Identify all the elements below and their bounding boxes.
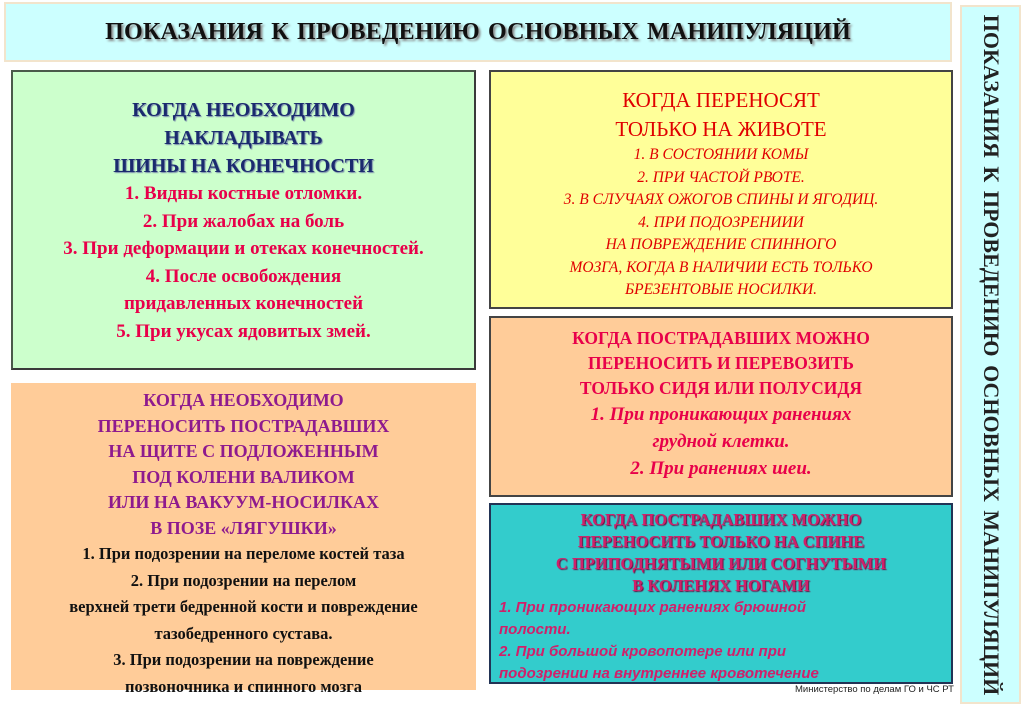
box-heading-line: ПОД КОЛЕНИ ВАЛИКОМ: [132, 466, 355, 487]
list-item: верхней трети бедренной кости и повреждение: [69, 597, 418, 616]
sitting-transport-box: [489, 316, 953, 497]
shield-transport-box: [11, 383, 476, 696]
box-heading-line: НА ЩИТЕ С ПОДЛОЖЕННЫМ: [108, 441, 379, 461]
box-heading-line: В КОЛЕНЯХ НОГАМИ: [632, 576, 810, 595]
list-item: 2. При ранениях шеи.: [630, 458, 812, 479]
list-item: 1. При проникающих ранениях: [590, 404, 852, 425]
list-item: БРЕЗЕНТОВЫЕ НОСИЛКИ.: [624, 281, 818, 298]
box-heading-line: С ПРИПОДНЯТЫМИ ИЛИ СОГНУТЫМИ: [555, 554, 887, 573]
list-item: грудной клетки.: [652, 431, 790, 452]
list-item: 1. При подозрении на переломе костей таза: [82, 544, 405, 563]
list-item: подозрении на внутреннее кровотечение: [499, 665, 819, 682]
box-heading-line: ПЕРЕНОСИТЬ ПОСТРАДАВШИХ: [97, 415, 390, 436]
list-item: 3. В СЛУЧАЯХ ОЖОГОВ СПИНЫ И ЯГОДИЦ.: [563, 191, 879, 208]
box-heading-line: ИЛИ НА ВАКУУМ-НОСИЛКАХ: [107, 492, 380, 512]
list-item: 4. После освобождения: [145, 265, 342, 287]
stomach-transport-box: [489, 70, 953, 309]
list-item: 3. При подозрении на повреждение: [113, 650, 374, 669]
side-title-panel: [960, 5, 1021, 704]
list-item: 5. При укусах ядовитых змей.: [116, 320, 371, 342]
page-title: ПОКАЗАНИЯ К ПРОВЕДЕНИЮ ОСНОВНЫХ МАНИПУЛЯЦИЙ: [105, 18, 851, 45]
list-item: 2. ПРИ ЧАСТОЙ РВОТЕ.: [637, 168, 805, 186]
back-transport-box: [489, 503, 953, 684]
box-heading-line: КОГДА ПОСТРАДАВШИХ МОЖНО: [580, 510, 862, 529]
box-heading-line: ПЕРЕНОСИТЬ И ПЕРЕВОЗИТЬ: [588, 353, 854, 373]
list-item: позвоночника и спинного мозга: [124, 676, 363, 696]
box-heading-line: КОГДА НЕОБХОДИМО: [143, 390, 344, 410]
box-heading-line: В ПОЗЕ «ЛЯГУШКИ»: [150, 517, 337, 538]
list-item: 4. ПРИ ПОДОЗРЕНИИИ: [638, 213, 804, 231]
list-item: 2. При жалобах на боль: [142, 210, 345, 232]
box-heading-line: НАКЛАДЫВАТЬ: [164, 127, 323, 149]
list-item: 1. Видны костные отломки.: [124, 183, 363, 204]
list-item: НА ПОВРЕЖДЕНИЕ СПИННОГО: [605, 236, 837, 253]
list-item: МОЗГА, КОГДА В НАЛИЧИИ ЕСТЬ ТОЛЬКО: [569, 258, 873, 276]
box-heading-line: КОГДА ПЕРЕНОСЯТ: [622, 88, 820, 112]
box-heading-line: КОГДА ПОСТРАДАВШИХ МОЖНО: [572, 328, 870, 348]
side-title: ПОКАЗАНИЯ К ПРОВЕДЕНИЮ ОСНОВНЫХ МАНИПУЛЯЦИЙ: [978, 14, 1004, 695]
splints-indications-box: [11, 70, 476, 370]
list-item: 1. При проникающих ранениях брюшной: [499, 599, 807, 616]
list-item: 3. При деформации и отеках конечностей.: [63, 238, 424, 259]
list-item: полости.: [499, 621, 571, 638]
list-item: 2. При подозрении на перелом: [130, 570, 357, 590]
box-heading-line: ПЕРЕНОСИТЬ ТОЛЬКО НА СПИНЕ: [577, 532, 865, 551]
box-heading-line: ТОЛЬКО НА ЖИВОТЕ: [615, 117, 827, 141]
list-item: 1. В СОСТОЯНИИ КОМЫ: [633, 146, 809, 163]
box-heading-line: ТОЛЬКО СИДЯ ИЛИ ПОЛУСИДЯ: [579, 378, 863, 398]
list-item: 2. При большой кровопотере или при: [499, 643, 787, 660]
page-header: [4, 2, 952, 62]
box-heading-line: ШИНЫ НА КОНЕЧНОСТИ: [113, 155, 374, 177]
list-item: тазобедренного сустава.: [154, 623, 333, 643]
footer-credit: Министерство по делам ГО и ЧС РТ: [794, 684, 954, 695]
box-heading-line: КОГДА НЕОБХОДИМО: [132, 99, 355, 121]
list-item: придавленных конечностей: [123, 293, 364, 314]
